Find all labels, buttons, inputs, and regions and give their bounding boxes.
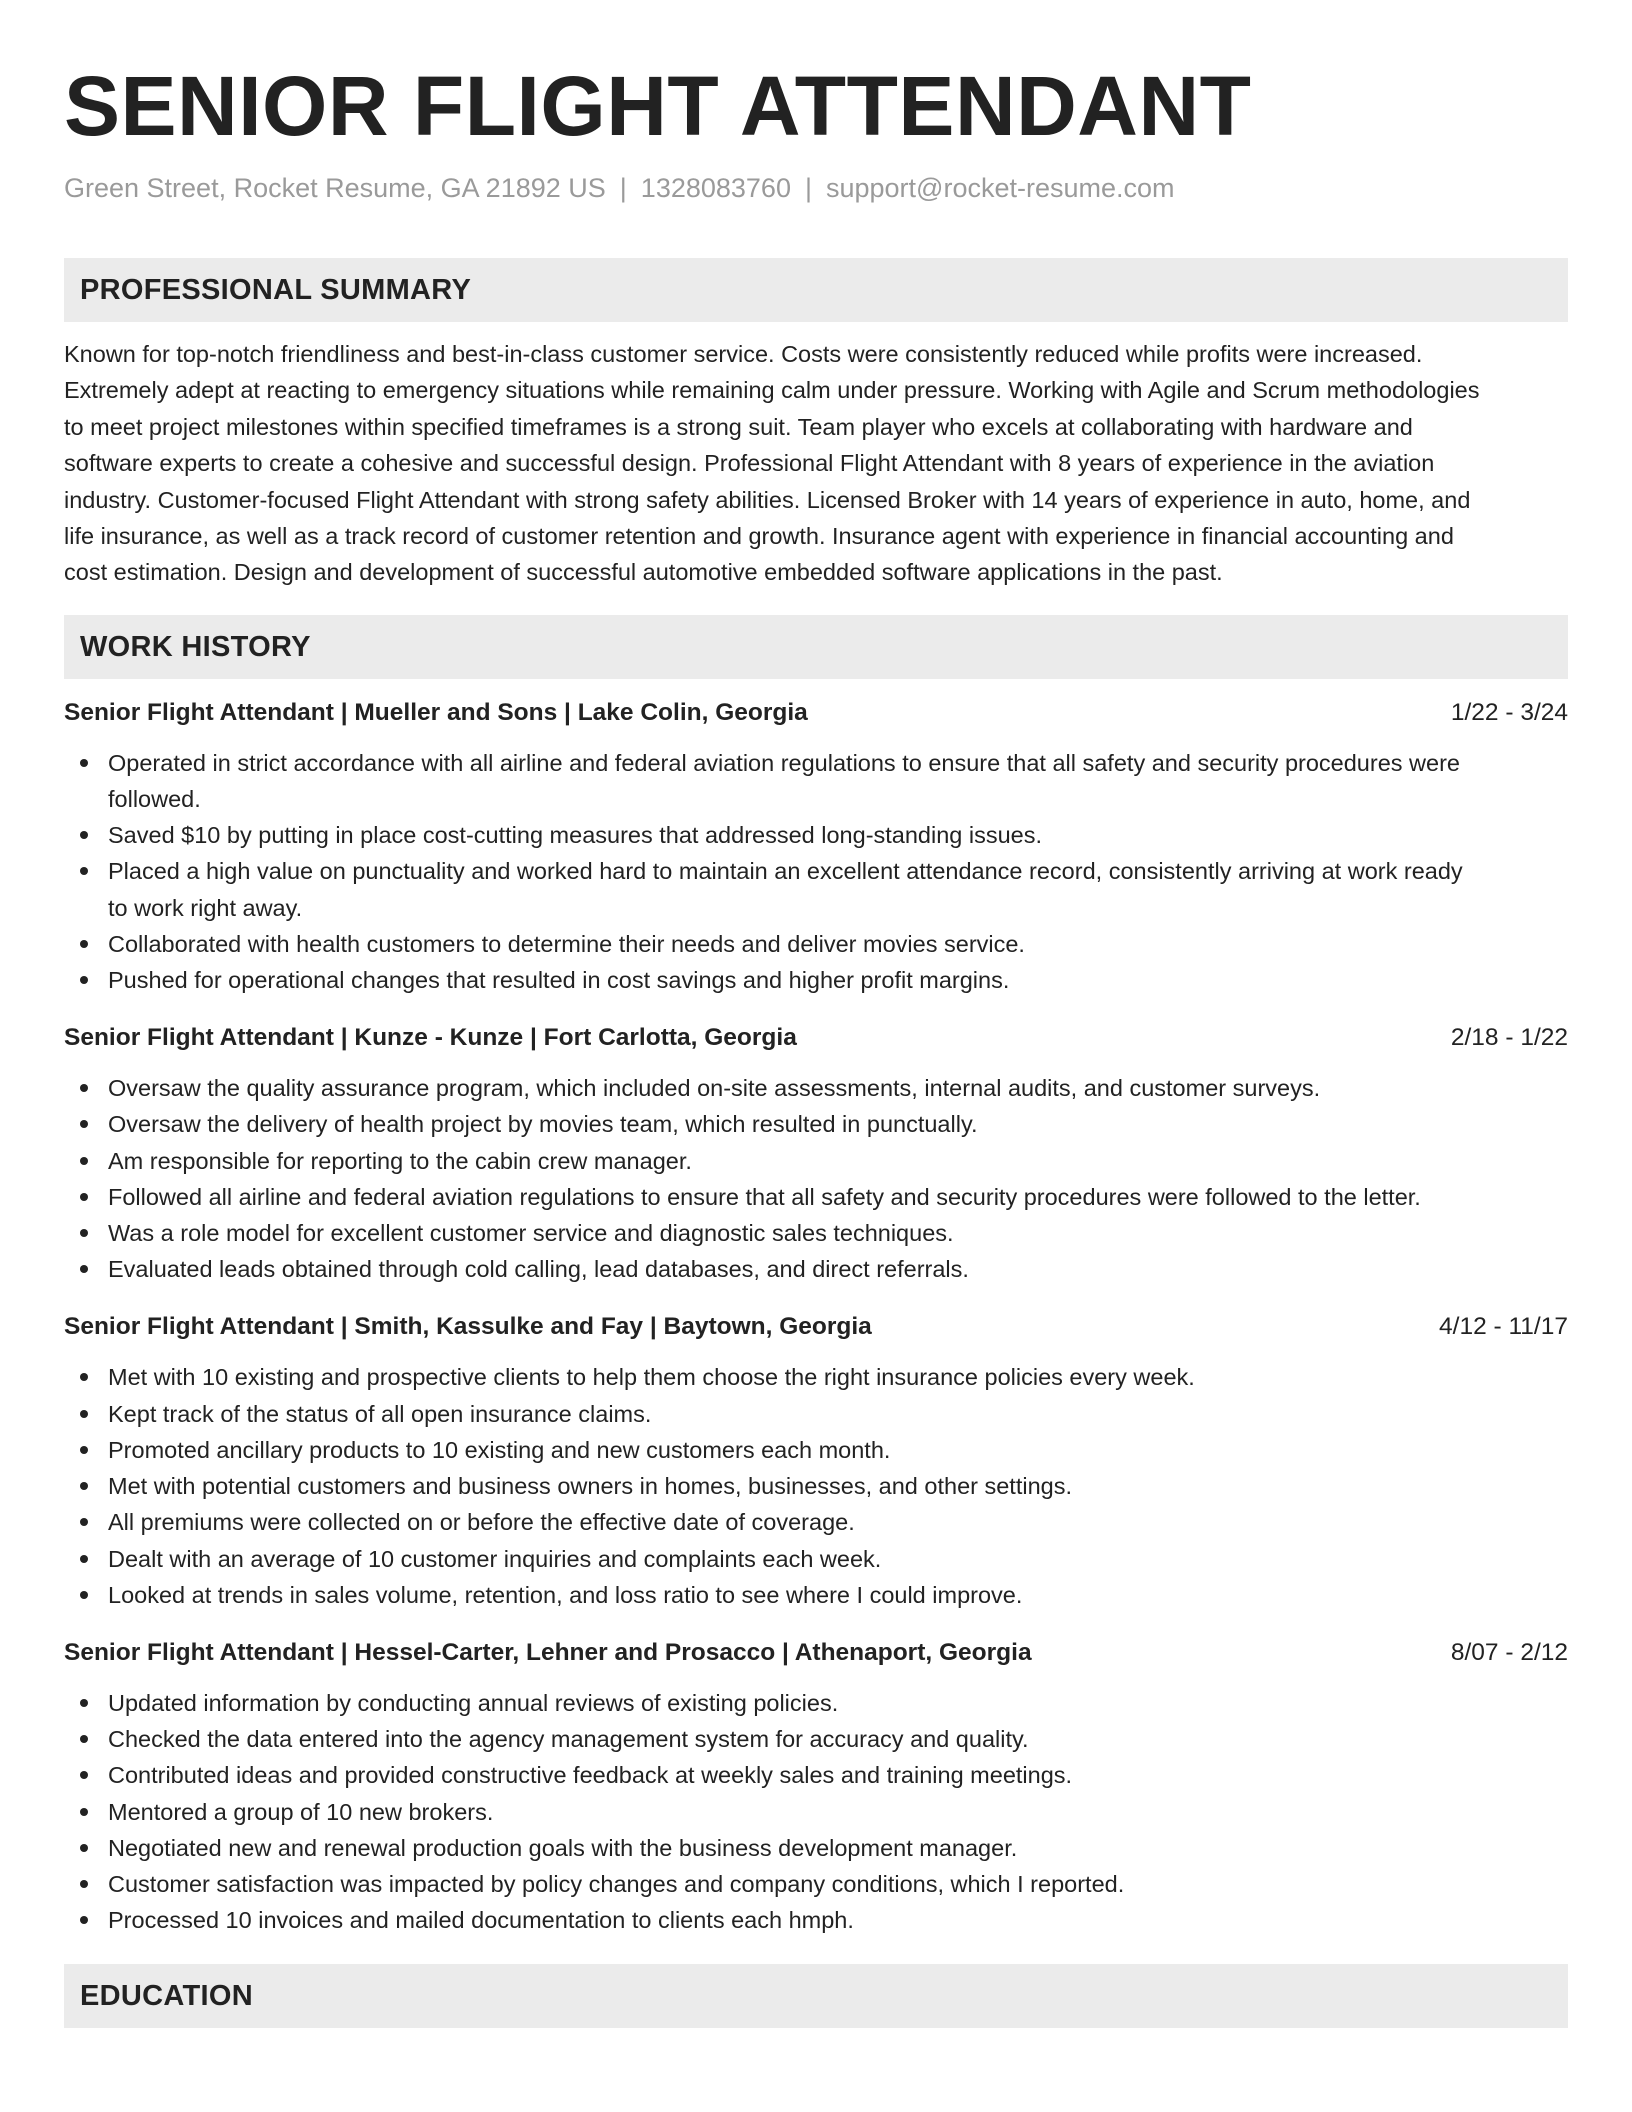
job-bullet [64,1577,1568,1613]
job-bullet-line: Met with 10 existing and prospective clients to help them choose the right insurance policies every week. [108,1364,1195,1391]
job-bullet-line: Updated information by conducting annual reviews of existing policies. [108,1689,839,1716]
contact-address: Green Street, Rocket Resume, GA 21892 US [64,173,606,203]
bullet-dot-icon [80,976,88,984]
job-bullet-line: Processed 10 invoices and mailed documentation to clients each hmph. [108,1907,854,1934]
bullet-dot-icon [80,1518,88,1526]
job-entry [64,695,1568,998]
job-bullet [64,926,1568,962]
bullet-dot-icon [80,1482,88,1490]
job-bullet-line: Followed all airline and federal aviation regulations to ensure that all safety and security procedures were followed to the letter. [108,1183,1421,1210]
job-bullet-line: Looked at trends in sales volume, retention, and loss ratio to see where I could improve. [108,1581,1023,1608]
job-bullet [64,1468,1568,1504]
job-bullet [64,962,1568,998]
contact-email: support@rocket-resume.com [825,173,1175,203]
job-bullet [64,1721,1568,1757]
job-bullet-line: Checked the data entered into the agency management system for accuracy and quality. [108,1726,1029,1753]
section-heading-work-history: WORK HISTORY [64,615,1568,679]
job-title: Senior Flight Attendant | Smith, Kassulke and Fay | Baytown, Georgia [64,1313,872,1341]
bullet-dot-icon [80,1373,88,1381]
bullet-dot-icon [80,1446,88,1454]
job-bullet [64,1070,1568,1106]
job-bullet-line: Am responsible for reporting to the cabin crew manager. [108,1147,692,1174]
job-bullet-line: Oversaw the delivery of health project by movies team, which resulted in punctually. [108,1111,978,1138]
summary-line: industry. Customer-focused Flight Attendant with strong safety abilities. Licensed Broker with 14 years of experience in auto, home, and [64,486,1471,513]
section-heading-education: EDUCATION [64,1964,1568,2028]
bullet-dot-icon [80,940,88,948]
summary-line: software experts to create a cohesive and successful design. Professional Flight Attendant with 8 years of experience in the aviation [64,450,1435,477]
job-bullet [64,1504,1568,1540]
bullet-dot-icon [80,1229,88,1237]
job-bullet-line: followed. [108,786,201,813]
job-bullet-line: Operated in strict accordance with all airline and federal aviation regulations to ensure that all safety and security procedures were [108,749,1460,776]
job-bullet [64,1902,1568,1938]
job-bullet-line: Collaborated with health customers to determine their needs and deliver movies service. [108,930,1025,957]
job-header [64,1635,1568,1671]
job-bullet-line: Promoted ancillary products to 10 existing and new customers each month. [108,1436,891,1463]
job-bullet [64,817,1568,853]
job-bullet-line: Contributed ideas and provided constructive feedback at weekly sales and training meetings. [108,1762,1073,1789]
section-heading-summary: PROFESSIONAL SUMMARY [64,258,1568,322]
work-history-list [64,695,1568,1938]
job-header [64,1309,1568,1345]
contact-separator: | [619,173,627,203]
bullet-dot-icon [80,1771,88,1779]
job-header [64,695,1568,731]
job-title: Senior Flight Attendant | Kunze - Kunze | Fort Carlotta, Georgia [64,1024,797,1052]
contact-line [64,170,1568,206]
bullet-dot-icon [80,1193,88,1201]
job-dates: 2/18 - 1/22 [1450,1024,1568,1052]
job-bullet-list [64,1359,1568,1612]
job-bullet-line: Mentored a group of 10 new brokers. [108,1798,494,1825]
summary-line: life insurance, as well as a track record of customer retention and growth. Insurance agent with experience in financial accounting and [64,523,1454,550]
bullet-dot-icon [80,1120,88,1128]
job-bullet [64,1432,1568,1468]
job-bullet [64,1359,1568,1395]
bullet-dot-icon [80,1084,88,1092]
job-bullet-list [64,1070,1568,1287]
job-bullet [64,1830,1568,1866]
contact-separator: | [804,173,812,203]
summary-line: Known for top-notch friendliness and best-in-class customer service. Costs were consistently reduced while profits were increased. [64,341,1423,367]
bullet-dot-icon [80,1880,88,1888]
job-bullet-list [64,745,1568,998]
job-entry [64,1020,1568,1287]
resume-name: SENIOR FLIGHT ATTENDANT [64,59,1252,153]
job-bullet-list [64,1685,1568,1938]
job-bullet [64,1143,1568,1179]
bullet-dot-icon [80,831,88,839]
job-bullet-line: Was a role model for excellent customer service and diagnostic sales techniques. [108,1220,954,1247]
job-bullet-line: Saved $10 by putting in place cost-cutting measures that addressed long-standing issues. [108,822,1043,849]
job-bullet-line: Oversaw the quality assurance program, which included on-site assessments, internal audits, and customer surveys. [108,1075,1321,1102]
contact-phone: 1328083760 [640,173,791,203]
bullet-dot-icon [80,1410,88,1418]
bullet-dot-icon [80,1699,88,1707]
job-title: Senior Flight Attendant | Hessel-Carter, Lehner and Prosacco | Athenaport, Georgia [64,1638,1032,1666]
bullet-dot-icon [80,759,88,767]
job-dates: 1/22 - 3/24 [1450,698,1568,726]
bullet-dot-icon [80,1265,88,1273]
job-bullet-line: Dealt with an average of 10 customer inquiries and complaints each week. [108,1545,882,1572]
job-bullet [64,1757,1568,1793]
job-header [64,1020,1568,1056]
bullet-dot-icon [80,867,88,875]
job-bullet-line: Pushed for operational changes that resulted in cost savings and higher profit margins. [108,967,1010,994]
job-dates: 8/07 - 2/12 [1450,1638,1568,1666]
job-title: Senior Flight Attendant | Mueller and Sons | Lake Colin, Georgia [64,698,808,726]
bullet-dot-icon [80,1808,88,1816]
job-bullet [64,1251,1568,1287]
bullet-dot-icon [80,1916,88,1924]
job-bullet [64,853,1568,925]
job-bullet [64,1866,1568,1902]
bullet-dot-icon [80,1591,88,1599]
job-bullet [64,1106,1568,1142]
bullet-dot-icon [80,1555,88,1563]
job-entry [64,1635,1568,1938]
job-bullet-line: Customer satisfaction was impacted by policy changes and company conditions, which I reported. [108,1870,1125,1897]
job-bullet-line: All premiums were collected on or before the effective date of coverage. [108,1509,855,1536]
job-entry [64,1309,1568,1612]
job-bullet-line: Evaluated leads obtained through cold calling, lead databases, and direct referrals. [108,1256,969,1283]
summary-line: to meet project milestones within specified timeframes is a strong suit. Team player who excels at collaborating with hardware and [64,413,1413,440]
job-dates: 4/12 - 11/17 [1439,1313,1568,1341]
bullet-dot-icon [80,1844,88,1852]
job-bullet [64,1179,1568,1215]
job-bullet [64,1794,1568,1830]
bullet-dot-icon [80,1157,88,1165]
summary-line: cost estimation. Design and development of successful automotive embedded software applications in the past. [64,559,1223,586]
job-bullet-line: Negotiated new and renewal production goals with the business development manager. [108,1834,1018,1861]
job-bullet-line: Kept track of the status of all open insurance claims. [108,1400,652,1427]
job-bullet-line: to work right away. [108,894,303,921]
summary-line: Extremely adept at reacting to emergency situations while remaining calm under pressure. Working with Agile and Scrum methodologies [64,377,1480,404]
summary-paragraph [64,336,1568,591]
job-bullet [64,1685,1568,1721]
job-bullet [64,1396,1568,1432]
bullet-dot-icon [80,1735,88,1743]
job-bullet [64,1215,1568,1251]
job-bullet [64,1541,1568,1577]
job-bullet-line: Met with potential customers and business owners in homes, businesses, and other settings. [108,1473,1073,1500]
job-bullet-line: Placed a high value on punctuality and worked hard to maintain an excellent attendance record, consistently arriving at work ready [108,858,1463,885]
job-bullet [64,745,1568,817]
